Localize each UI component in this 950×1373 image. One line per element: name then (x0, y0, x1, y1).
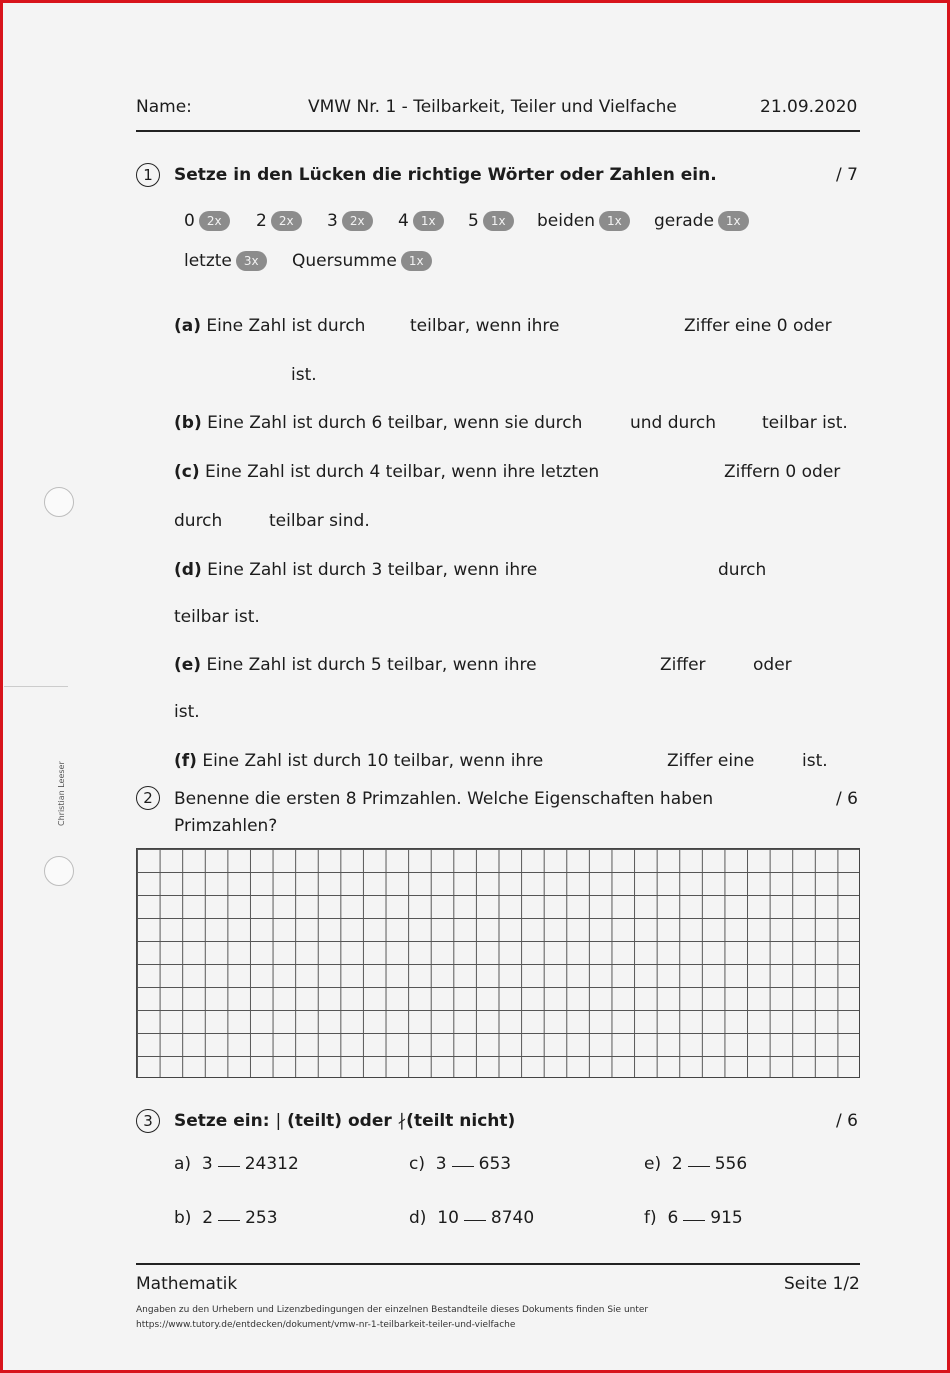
footer-rule (136, 1263, 860, 1265)
footer-page-number: Seite 1/2 (784, 1274, 860, 1294)
count-badge: 2x (342, 211, 373, 231)
name-label: Name: (136, 97, 192, 117)
binder-hole-top (44, 487, 74, 517)
footer-license-url[interactable]: https://www.tutory.de/entdecken/dokument/vmw-nr-1-teilbarkeit-teiler-und-vielfache (136, 1320, 516, 1330)
sentence-d: (d) Eine Zahl ist durch 3 teilbar, wenn ihre (174, 560, 538, 580)
task2-question-line2: Primzahlen? (174, 816, 278, 836)
not-divides-symbol: ∤ (397, 1111, 407, 1131)
divides-symbol: | (275, 1111, 282, 1131)
word-chip: 2 2x (256, 211, 302, 231)
word-chip: beiden 1x (537, 211, 630, 231)
header-rule (136, 130, 860, 132)
footer-subject: Mathematik (136, 1274, 238, 1294)
author-name: Christian Leeser (57, 761, 66, 826)
count-badge: 2x (271, 211, 302, 231)
task2-points: / 6 (836, 789, 858, 809)
count-badge: 1x (413, 211, 444, 231)
exercise-item: e) 2 556 (644, 1154, 748, 1174)
word-chip: letzte 3x (184, 251, 267, 271)
count-badge: 1x (401, 251, 432, 271)
sentence-a-part: ist. (291, 365, 317, 385)
count-badge: 1x (599, 211, 630, 231)
task1-points: / 7 (836, 165, 858, 185)
sentence-e: (e) Eine Zahl ist durch 5 teilbar, wenn ihre (174, 655, 537, 675)
count-badge: 2x (199, 211, 230, 231)
exercise-item: d) 10 8740 (409, 1208, 535, 1228)
count-badge: 1x (718, 211, 749, 231)
exercise-item: a) 3 24312 (174, 1154, 299, 1174)
task-number-3: 3 (136, 1109, 160, 1133)
answer-grid[interactable] (136, 848, 860, 1078)
task2-question-line1: Benenne die ersten 8 Primzahlen. Welche Eigenschaften haben (174, 789, 714, 809)
sentence-a: (a) Eine Zahl ist durch (174, 316, 366, 336)
worksheet-date: 21.09.2020 (760, 97, 858, 117)
worksheet-title: VMW Nr. 1 - Teilbarkeit, Teiler und Vielfache (308, 97, 677, 117)
sentence-f-part: Ziffer eine (667, 751, 755, 771)
word-chip: 4 1x (398, 211, 444, 231)
sentence-b-part: teilbar ist. (762, 413, 848, 433)
answer-blank[interactable] (683, 1220, 705, 1221)
answer-blank[interactable] (452, 1166, 474, 1167)
sentence-d-part: teilbar ist. (174, 607, 260, 627)
sentence-c-part: Ziffern 0 oder (724, 462, 841, 482)
sentence-e-part: oder (753, 655, 792, 675)
task-number-2: 2 (136, 786, 160, 810)
word-chip: 3 2x (327, 211, 373, 231)
sentence-a-part: teilbar, wenn ihre (410, 316, 560, 336)
word-chip: gerade 1x (654, 211, 749, 231)
sentence-f-part: ist. (802, 751, 828, 771)
answer-blank[interactable] (688, 1166, 710, 1167)
exercise-item: b) 2 253 (174, 1208, 278, 1228)
sentence-b: (b) Eine Zahl ist durch 6 teilbar, wenn sie durch (174, 413, 583, 433)
answer-blank[interactable] (464, 1220, 486, 1221)
task3-points: / 6 (836, 1111, 858, 1131)
footer-license-note: Angaben zu den Urhebern und Lizenzbedingungen der einzelnen Bestandteile dieses Dokuments finden Sie unter (136, 1305, 649, 1315)
word-chip: Quersumme 1x (292, 251, 432, 271)
binder-hole-bottom (44, 856, 74, 886)
count-badge: 3x (236, 251, 267, 271)
sentence-c-part: teilbar sind. (269, 511, 370, 531)
sentence-c: (c) Eine Zahl ist durch 4 teilbar, wenn ihre letzten (174, 462, 600, 482)
exercise-item: c) 3 653 (409, 1154, 512, 1174)
word-chip: 5 1x (468, 211, 514, 231)
sentence-c-part: durch (174, 511, 223, 531)
answer-blank[interactable] (218, 1220, 240, 1221)
sentence-f: (f) Eine Zahl ist durch 10 teilbar, wenn ihre (174, 751, 544, 771)
sentence-e-part: ist. (174, 702, 200, 722)
sentence-d-part: durch (718, 560, 767, 580)
answer-blank[interactable] (218, 1166, 240, 1167)
count-badge: 1x (483, 211, 514, 231)
fold-mark (4, 686, 68, 687)
exercise-item: f) 6 915 (644, 1208, 743, 1228)
sentence-a-part: Ziffer eine 0 oder (684, 316, 832, 336)
task-number-1: 1 (136, 163, 160, 187)
sentence-e-part: Ziffer (660, 655, 706, 675)
word-chip: 0 2x (184, 211, 230, 231)
task1-title: Setze in den Lücken die richtige Wörter oder Zahlen ein. (174, 165, 717, 185)
sentence-b-part: und durch (630, 413, 717, 433)
task3-title: Setze ein: | (teilt) oder ∤(teilt nicht) (174, 1111, 516, 1131)
